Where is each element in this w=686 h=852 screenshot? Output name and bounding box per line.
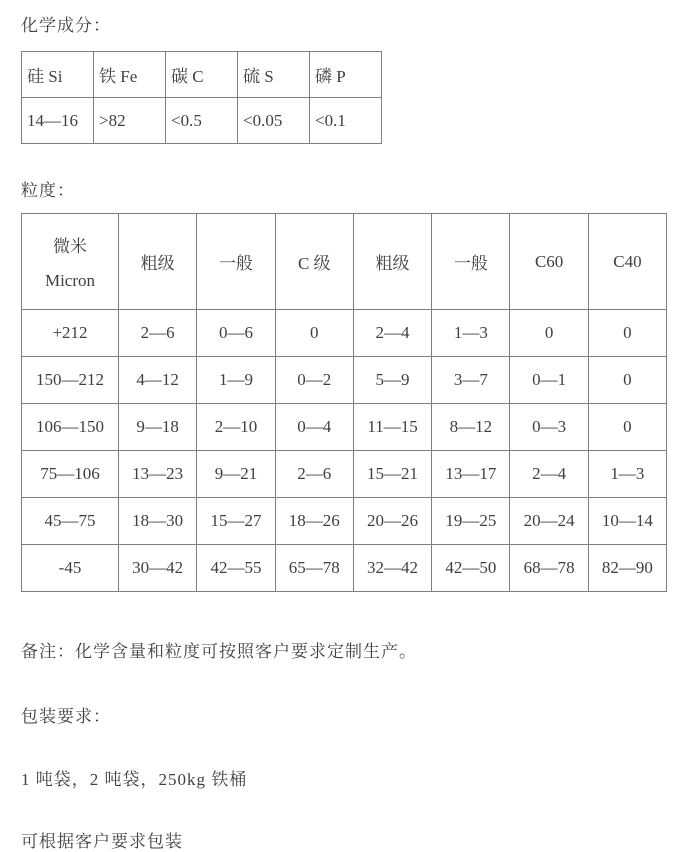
chem-value-cell: <0.5 (166, 98, 238, 144)
size-value-cell: 0—3 (510, 404, 588, 451)
chem-header-cell: 铁 Fe (94, 52, 166, 98)
size-table-row (22, 310, 667, 357)
size-value-cell: 3—7 (432, 357, 510, 404)
size-value-cell: 0 (588, 310, 666, 357)
chem-header-cell: 硫 S (238, 52, 310, 98)
chem-header-cell: 磷 P (310, 52, 382, 98)
size-table-row (22, 404, 667, 451)
packing-requirements-title: 包装要求： (21, 707, 111, 726)
micron-header-cn: 微米 (53, 237, 87, 256)
size-micron-cell: 75—106 (22, 451, 119, 498)
size-table-body (22, 310, 667, 592)
size-header-cell: 粗级 (353, 214, 431, 310)
size-value-cell: 0 (588, 404, 666, 451)
size-value-cell: 15—27 (197, 498, 275, 545)
size-value-cell: 18—26 (275, 498, 353, 545)
chem-value-cell: >82 (94, 98, 166, 144)
size-value-cell: 42—50 (432, 545, 510, 592)
size-value-cell: 10—14 (588, 498, 666, 545)
chemical-composition-title: 化学成分： (21, 16, 111, 35)
chem-table-value-row (22, 98, 382, 144)
size-value-cell: 2—6 (119, 310, 197, 357)
size-table-header-row (22, 214, 667, 310)
particle-size-table (21, 213, 667, 592)
size-value-cell: 0—6 (197, 310, 275, 357)
size-value-cell: 20—24 (510, 498, 588, 545)
size-value-cell: 20—26 (353, 498, 431, 545)
size-micron-cell: -45 (22, 545, 119, 592)
size-value-cell: 19—25 (432, 498, 510, 545)
size-value-cell: 0—4 (275, 404, 353, 451)
size-value-cell: 68—78 (510, 545, 588, 592)
size-micron-cell: 150—212 (22, 357, 119, 404)
particle-size-title: 粒度： (21, 181, 75, 200)
chem-value-cell: 14—16 (22, 98, 94, 144)
size-table-row (22, 498, 667, 545)
chem-header-cell: 硅 Si (22, 52, 94, 98)
size-table-row (22, 357, 667, 404)
packing-options-line: 1 吨袋，2 吨袋，250kg 铁桶 (21, 770, 248, 789)
size-value-cell: 1—3 (588, 451, 666, 498)
size-value-cell: 42—55 (197, 545, 275, 592)
size-header-cell: 粗级 (119, 214, 197, 310)
chem-value-cell: <0.05 (238, 98, 310, 144)
micron-header-en: Micron (44, 271, 96, 290)
size-value-cell: 1—3 (432, 310, 510, 357)
size-micron-cell: +212 (22, 310, 119, 357)
chem-value-cell: <0.1 (310, 98, 382, 144)
size-value-cell: 2—4 (353, 310, 431, 357)
chem-header-cell: 碳 C (166, 52, 238, 98)
size-table-micron-header (22, 214, 119, 310)
size-value-cell: 0—1 (510, 357, 588, 404)
size-header-cell: 一般 (432, 214, 510, 310)
size-value-cell: 2—4 (510, 451, 588, 498)
remark-note: 备注：化学含量和粒度可按照客户要求定制生产。 (21, 642, 417, 661)
size-header-cell: 一般 (197, 214, 275, 310)
size-micron-cell: 106—150 (22, 404, 119, 451)
size-value-cell: 0—2 (275, 357, 353, 404)
micron-header-label (22, 232, 118, 291)
size-value-cell: 65—78 (275, 545, 353, 592)
size-value-cell: 13—17 (432, 451, 510, 498)
size-value-cell: 82—90 (588, 545, 666, 592)
size-value-cell: 11—15 (353, 404, 431, 451)
size-value-cell: 4—12 (119, 357, 197, 404)
size-micron-cell: 45—75 (22, 498, 119, 545)
size-table-row (22, 545, 667, 592)
size-value-cell: 13—23 (119, 451, 197, 498)
size-value-cell: 8—12 (432, 404, 510, 451)
chemical-composition-table (21, 51, 382, 144)
size-value-cell: 0 (510, 310, 588, 357)
size-value-cell: 0 (588, 357, 666, 404)
size-value-cell: 15—21 (353, 451, 431, 498)
size-value-cell: 0 (275, 310, 353, 357)
size-header-cell: C60 (510, 214, 588, 310)
custom-packing-line: 可根据客户要求包装 (21, 832, 183, 851)
size-value-cell: 9—18 (119, 404, 197, 451)
size-header-cell: C 级 (275, 214, 353, 310)
size-value-cell: 2—10 (197, 404, 275, 451)
size-value-cell: 1—9 (197, 357, 275, 404)
chem-table-header-row (22, 52, 382, 98)
size-value-cell: 18—30 (119, 498, 197, 545)
size-value-cell: 2—6 (275, 451, 353, 498)
size-value-cell: 5—9 (353, 357, 431, 404)
size-value-cell: 32—42 (353, 545, 431, 592)
size-table-row (22, 451, 667, 498)
size-value-cell: 9—21 (197, 451, 275, 498)
size-header-cell: C40 (588, 214, 666, 310)
size-value-cell: 30—42 (119, 545, 197, 592)
